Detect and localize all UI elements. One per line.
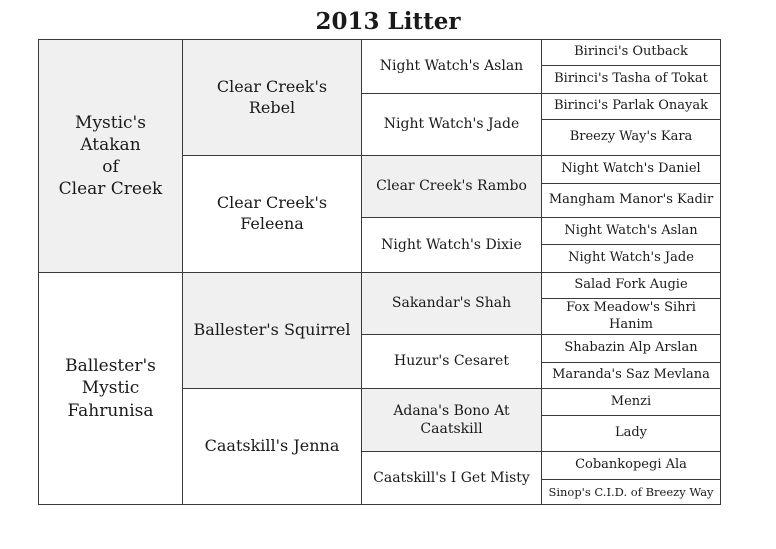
gen4-name: Fox Meadow's Sihri Hanim: [566, 299, 696, 332]
gen1-dam-name: Ballester's Mystic Fahrunisa: [65, 356, 156, 421]
gen4-cell: [541, 479, 721, 505]
gen4-cell: [541, 388, 721, 416]
gen2-dam-sire: [182, 272, 362, 389]
gen4-cell: [541, 65, 721, 94]
gen3-cell: [361, 155, 542, 218]
gen3-cell: [361, 451, 542, 505]
gen4-cell: [541, 217, 721, 245]
gen4-name: Mangham Manor's Kadir: [548, 192, 714, 208]
gen4-name: Lady: [614, 425, 648, 441]
gen4-name: Cobankopegi Ala: [575, 457, 687, 473]
gen1-sire-name: Mystic's Atakan of Clear Creek: [58, 112, 163, 200]
gen1-dam: [38, 272, 183, 505]
gen3-name: Sakandar's Shah: [391, 295, 512, 312]
gen3-cell: [361, 39, 542, 94]
gen4-cell: [541, 39, 721, 66]
gen2-name: Caatskill's Jenna: [204, 436, 340, 456]
gen2-name: Clear Creek's Rebel: [216, 76, 328, 117]
gen4-name: Birinci's Parlak Onayak: [553, 98, 709, 114]
gen2-sire-dam: [182, 155, 362, 273]
gen4-cell: [541, 451, 721, 480]
gen4-name: Shabazin Alp Arslan: [564, 340, 698, 356]
gen2-name: Clear Creek's Feleena: [216, 193, 328, 233]
gen4-name: Birinci's Tasha of Tokat: [554, 71, 708, 87]
gen4-cell: [541, 298, 721, 335]
gen4-cell: [541, 93, 721, 120]
gen3-cell: [361, 272, 542, 335]
gen3-name: Caatskill's I Get Misty: [373, 469, 530, 486]
gen3-cell: [361, 334, 542, 389]
gen4-cell: [541, 415, 721, 452]
gen4-name: Breezy Way's Kara: [569, 129, 693, 145]
gen1-sire: [38, 39, 183, 273]
gen4-cell: [541, 362, 721, 389]
gen2-dam-dam: [182, 388, 362, 505]
gen3-name: Huzur's Cesaret: [394, 353, 509, 370]
gen2-name: Ballester's Squirrel: [193, 320, 351, 340]
gen3-name: Night Watch's Aslan: [379, 58, 524, 75]
gen3-cell: [361, 217, 542, 273]
gen4-cell: [541, 119, 721, 156]
gen3-cell: [361, 93, 542, 156]
gen4-name: Menzi: [610, 394, 652, 409]
gen2-sire-sire: [182, 39, 362, 156]
pedigree-title: 2013 Litter: [315, 8, 461, 35]
gen4-name: Birinci's Outback: [574, 44, 688, 60]
gen4-cell: [541, 155, 721, 184]
gen4-name: Night Watch's Aslan: [564, 222, 698, 238]
gen3-cell: [361, 388, 542, 452]
gen4-name: Salad Fork Augie: [574, 277, 688, 293]
gen4-cell: [541, 244, 721, 273]
gen4-name: Sinop's C.I.D. of Breezy Way: [548, 484, 714, 499]
gen3-name: Clear Creek's Rambo: [376, 178, 527, 195]
gen4-cell: [541, 272, 721, 299]
gen4-name: Night Watch's Jade: [568, 250, 694, 266]
gen4-cell: [541, 183, 721, 218]
gen4-cell: [541, 334, 721, 363]
gen3-name: Night Watch's Jade: [383, 116, 520, 133]
gen3-name: Adana's Bono At Caatskill: [393, 402, 510, 437]
gen4-name: Night Watch's Daniel: [561, 161, 701, 177]
gen4-name: Maranda's Saz Mevlana: [552, 367, 710, 383]
gen3-name: Night Watch's Dixie: [381, 236, 522, 253]
